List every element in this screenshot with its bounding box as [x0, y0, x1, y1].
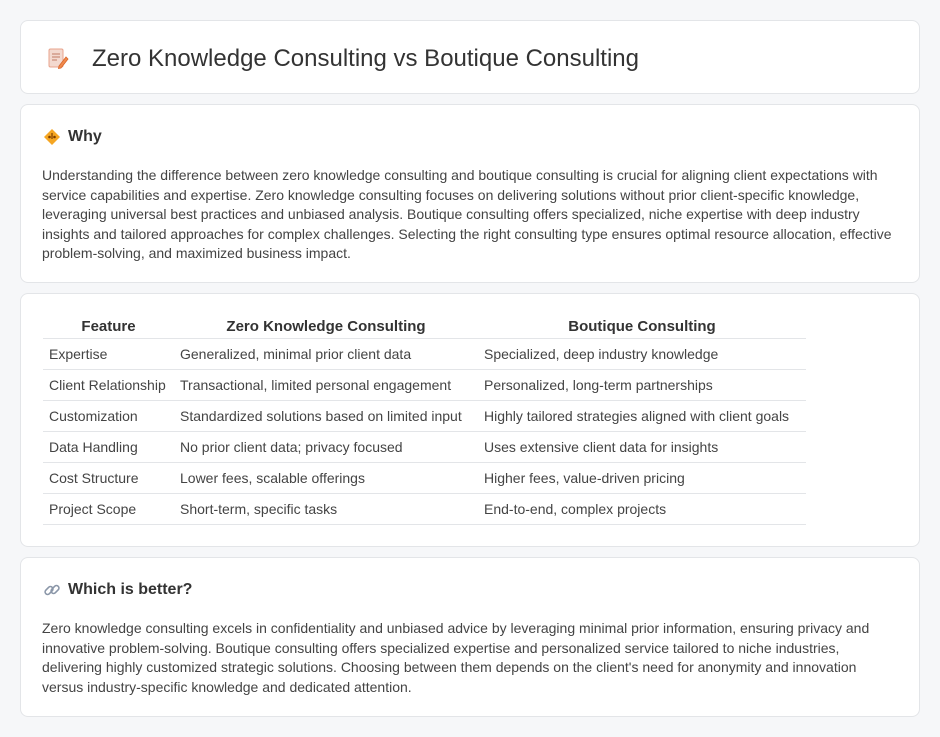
table-cell: Transactional, limited personal engagement: [174, 369, 478, 400]
table-cell: Standardized solutions based on limited input: [174, 400, 478, 431]
why-section: [20, 104, 920, 283]
table-row: [43, 338, 806, 369]
table-cell: Higher fees, value-driven pricing: [478, 462, 806, 493]
table-cell: No prior client data; privacy focused: [174, 431, 478, 462]
table-row: [43, 462, 806, 493]
table-cell: Personalized, long-term partnerships: [478, 369, 806, 400]
table-cell: Generalized, minimal prior client data: [174, 338, 478, 369]
better-body: Zero knowledge consulting excels in confidentiality and unbiased advice by leveraging minimal prior information, ensuring privacy and innovative problem-solving. Boutique consulting offers specialized expertise and personalized service tailored to niche industries, delivering highly customized strategic solutions. Choosing between them depends on the client's need for anonymity and innovation versus industry-specific knowledge and dedicated attention.: [42, 620, 870, 695]
table-row: [43, 400, 806, 431]
table-cell: Project Scope: [43, 493, 174, 524]
document-pencil-icon: [47, 47, 69, 71]
which-is-better-section: [20, 557, 920, 717]
column-header: Feature: [43, 316, 174, 338]
column-header: Zero Knowledge Consulting: [174, 316, 478, 338]
table-cell: Data Handling: [43, 431, 174, 462]
page-title: Zero Knowledge Consulting vs Boutique Consulting: [92, 45, 639, 72]
table-cell: Customization: [43, 400, 174, 431]
better-heading-row: [43, 580, 192, 600]
table-row: [43, 369, 806, 400]
comparison-table: [43, 316, 806, 525]
why-body: Understanding the difference between zero knowledge consulting and boutique consulting is crucial for aligning client expectations with service capabilities and expertise. Zero knowledge consulting focuses on delivering solutions without prior client-specific knowledge, leveraging universal best practices and unbiased analysis. Boutique consulting offers specialized, niche expertise with deep industry insights and tailored approaches for complex challenges. Selecting the right consulting type ensures optimal resource allocation, effective problem-solving, and maximized business impact.: [42, 167, 892, 262]
better-heading: Which is better?: [68, 581, 193, 598]
table-cell: Highly tailored strategies aligned with client goals: [478, 400, 806, 431]
why-heading-row: [43, 127, 102, 147]
table-cell: Client Relationship: [43, 369, 174, 400]
table-cell: Specialized, deep industry knowledge: [478, 338, 806, 369]
link-icon: [43, 581, 61, 599]
table-cell: Expertise: [43, 338, 174, 369]
table-row: [43, 493, 806, 524]
table-cell: End-to-end, complex projects: [478, 493, 806, 524]
table-cell: Cost Structure: [43, 462, 174, 493]
why-heading: Why: [68, 128, 102, 145]
table-header-row: [43, 316, 806, 338]
column-header: Boutique Consulting: [478, 316, 806, 338]
diamond-warning-icon: [43, 128, 61, 146]
title-card: [20, 20, 920, 94]
comparison-section: [20, 293, 920, 547]
table-cell: Uses extensive client data for insights: [478, 431, 806, 462]
table-cell: Short-term, specific tasks: [174, 493, 478, 524]
table-cell: Lower fees, scalable offerings: [174, 462, 478, 493]
table-row: [43, 431, 806, 462]
